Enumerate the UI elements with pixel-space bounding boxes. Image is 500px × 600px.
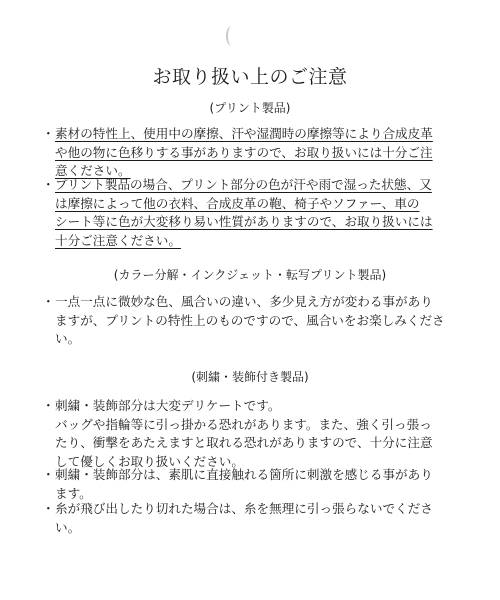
bullet-mark: ・ — [42, 294, 55, 309]
list-item — [42, 176, 460, 250]
list-item — [42, 500, 460, 537]
list-item — [42, 293, 460, 349]
care-note-text: 一点一点に微妙な色、風合いの違い、多少見え方が変わる事があり ますが、プリントの特性上のものですので、風合いをお楽しみくださ い。 — [55, 294, 445, 346]
brand-logo-mark — [226, 26, 238, 46]
bullet-mark: ・ — [42, 467, 55, 482]
care-note-text: 素材の特性上、使用中の摩擦、汗や湿潤時の摩擦等により合成皮革 や他の物に色移りする事がありますので、お取り扱いには十分ご注 意ください。 — [55, 126, 433, 178]
section-heading-embroidery: (刺繍・装飾付き製品) — [191, 370, 309, 384]
bullet-mark: ・ — [42, 126, 55, 141]
bullet-mark: ・ — [42, 398, 55, 413]
list-item — [42, 397, 460, 471]
bullet-mark: ・ — [42, 177, 55, 192]
care-note-text: 糸が飛び出したり切れた場合は、糸を無理に引っ張らないでくださ い。 — [55, 501, 433, 535]
care-note-text: 刺繍・装飾部分は大変デリケートです。 バッグや指輪等に引っ掛かる恐れがあります。また、強く引っ張っ たり、衝撃をあたえますと取れる恐れがありますので、十分に注意 して優しくお取り扱いください。 — [55, 398, 433, 469]
page-title: お取り扱い上のご注意 — [152, 66, 348, 88]
list-item — [42, 466, 460, 503]
section-heading-print: (プリント製品) — [209, 101, 291, 115]
bullet-mark: ・ — [42, 501, 55, 516]
section-heading-inkjet-transfer: (カラー分解・インクジェット・転写プリント製品) — [113, 268, 387, 282]
care-note-text: 刺繍・装飾部分は、素肌に直接触れる箇所に刺激を感じる事があり ます。 — [55, 467, 433, 501]
care-note-text: プリント製品の場合、プリント部分の色が汗や雨で湿った状態、又 は摩擦によって他の衣料、合成皮革の鞄、椅子やソファー、車の シート等に色が大変移り易い性質がありますので、お取り扱いには 十分ご注意ください。 — [55, 177, 433, 248]
list-item — [42, 125, 460, 181]
